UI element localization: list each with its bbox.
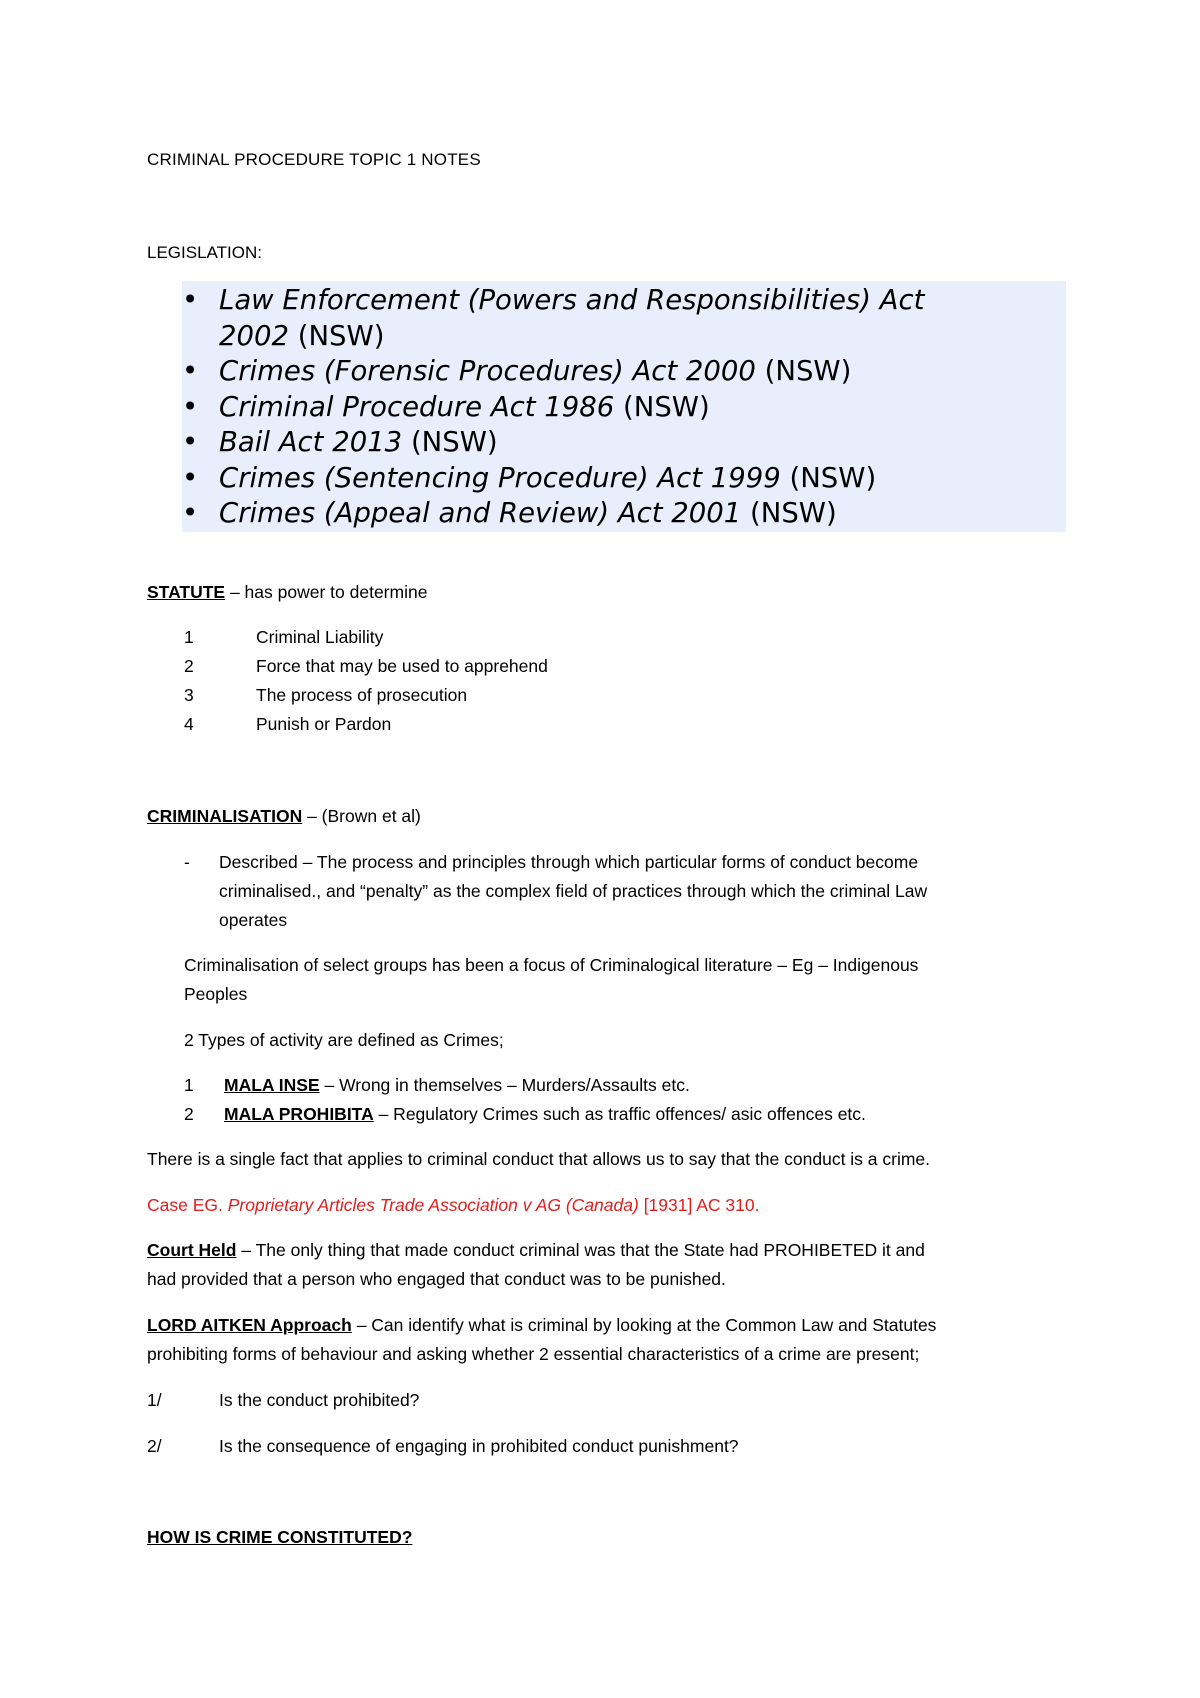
single-fact-line: There is a single fact that applies to criminal conduct that allows us to say that the conduct is a crime. [147,1149,931,1169]
court-held-heading: Court Held [147,1240,237,1260]
legislation-list [182,283,924,532]
lord-aitken-line [147,1315,936,1336]
type-number: 1 [184,1075,194,1095]
described-line: Described – The process and principles through which particular forms of conduct become [219,852,919,872]
bullet-icon: • [182,461,199,494]
jurisdiction: (NSW) [410,426,498,458]
question-number: 1/ [147,1390,162,1410]
act-name: Law Enforcement (Powers and Responsibilities) Act [219,284,925,316]
question-number: 2/ [147,1436,162,1456]
statute-item-number: 2 [184,656,194,676]
legislation-item [182,283,924,354]
statute-item-text: Criminal Liability [256,627,384,647]
lord-aitken-text: prohibiting forms of behaviour and asking whether 2 essential characteristics of a crime are present; [147,1344,920,1364]
criminalisation-line [147,806,421,827]
legislation-item [182,425,924,461]
act-year: 2002 [219,319,289,352]
described-line: operates [219,910,288,930]
type-heading: MALA INSE [224,1075,320,1095]
question-text: Is the consequence of engaging in prohibited conduct punishment? [219,1436,739,1456]
type-heading: MALA PROHIBITA [224,1104,374,1124]
type-number: 2 [184,1104,194,1124]
lord-aitken-heading: LORD AITKEN Approach [147,1315,352,1335]
jurisdiction: (NSW) [297,319,385,352]
act-name: Crimes (Appeal and Review) Act 2001 [219,497,742,529]
legislation-item [182,496,924,532]
legislation-label: LEGISLATION: [147,243,262,262]
dash-marker: - [184,852,190,872]
act-name: Crimes (Forensic Procedures) Act 2000 [219,355,756,387]
jurisdiction: (NSW) [750,497,837,529]
question-text: Is the conduct prohibited? [219,1390,420,1410]
statute-line [147,582,427,603]
statute-item-number: 1 [184,627,194,647]
case-citation: [1931] AC 310. [638,1195,760,1215]
bullet-icon: • [182,390,199,423]
bullet-icon: • [182,355,199,387]
type-line [224,1104,866,1125]
criminalisation-source: – (Brown et al) [302,806,421,826]
act-name: Crimes (Sentencing Procedure) Act 1999 [219,461,781,494]
type-description: – Regulatory Crimes such as traffic offences/ asic offences etc. [373,1104,866,1124]
act-name: Criminal Procedure Act 1986 [219,390,615,423]
lord-aitken-text: – Can identify what is criminal by looking at the Common Law and Statutes [351,1315,937,1335]
statute-description: – has power to determine [225,582,428,602]
statute-item-text: Punish or Pardon [256,714,392,734]
court-held-text: – The only thing that made conduct criminal was that the State had PROHIBETED it and [236,1240,925,1260]
court-held-line [147,1240,925,1261]
document-title: CRIMINAL PROCEDURE TOPIC 1 NOTES [147,150,481,169]
statute-item-text: The process of prosecution [256,685,468,705]
court-held-text: had provided that a person who engaged that conduct was to be punished. [147,1269,726,1289]
case-example-line [147,1195,759,1216]
bullet-icon: • [182,284,199,316]
type-description: – Wrong in themselves – Murders/Assaults etc. [319,1075,690,1095]
case-prefix: Case EG. [147,1195,228,1215]
criminalisation-heading: CRIMINALISATION [147,806,303,826]
case-name: Proprietary Articles Trade Association v AG (Canada) [227,1195,639,1215]
legislation-item [182,461,924,497]
select-groups-line: Criminalisation of select groups has been a focus of Criminalogical literature – Eg – Indigenous [184,955,919,975]
jurisdiction: (NSW) [789,461,877,494]
statute-heading: STATUTE [147,582,226,602]
jurisdiction: (NSW) [764,355,852,387]
statute-item-number: 3 [184,685,194,705]
statute-item-number: 4 [184,714,194,734]
described-line: criminalised., and “penalty” as the complex field of practices through which the criminal Law [219,881,928,901]
legislation-item [182,390,924,426]
types-intro: 2 Types of activity are defined as Crimes; [184,1030,504,1050]
statute-item-text: Force that may be used to apprehend [256,656,548,676]
how-constituted-heading [147,1527,412,1548]
jurisdiction: (NSW) [623,390,710,423]
act-name: Bail Act 2013 [219,426,403,458]
how-constituted-text: HOW IS CRIME CONSTITUTED? [147,1527,413,1547]
bullet-icon: • [182,426,199,458]
bullet-icon: • [182,497,199,529]
type-line [224,1075,690,1096]
legislation-item [182,354,924,390]
select-groups-line: Peoples [184,984,248,1004]
